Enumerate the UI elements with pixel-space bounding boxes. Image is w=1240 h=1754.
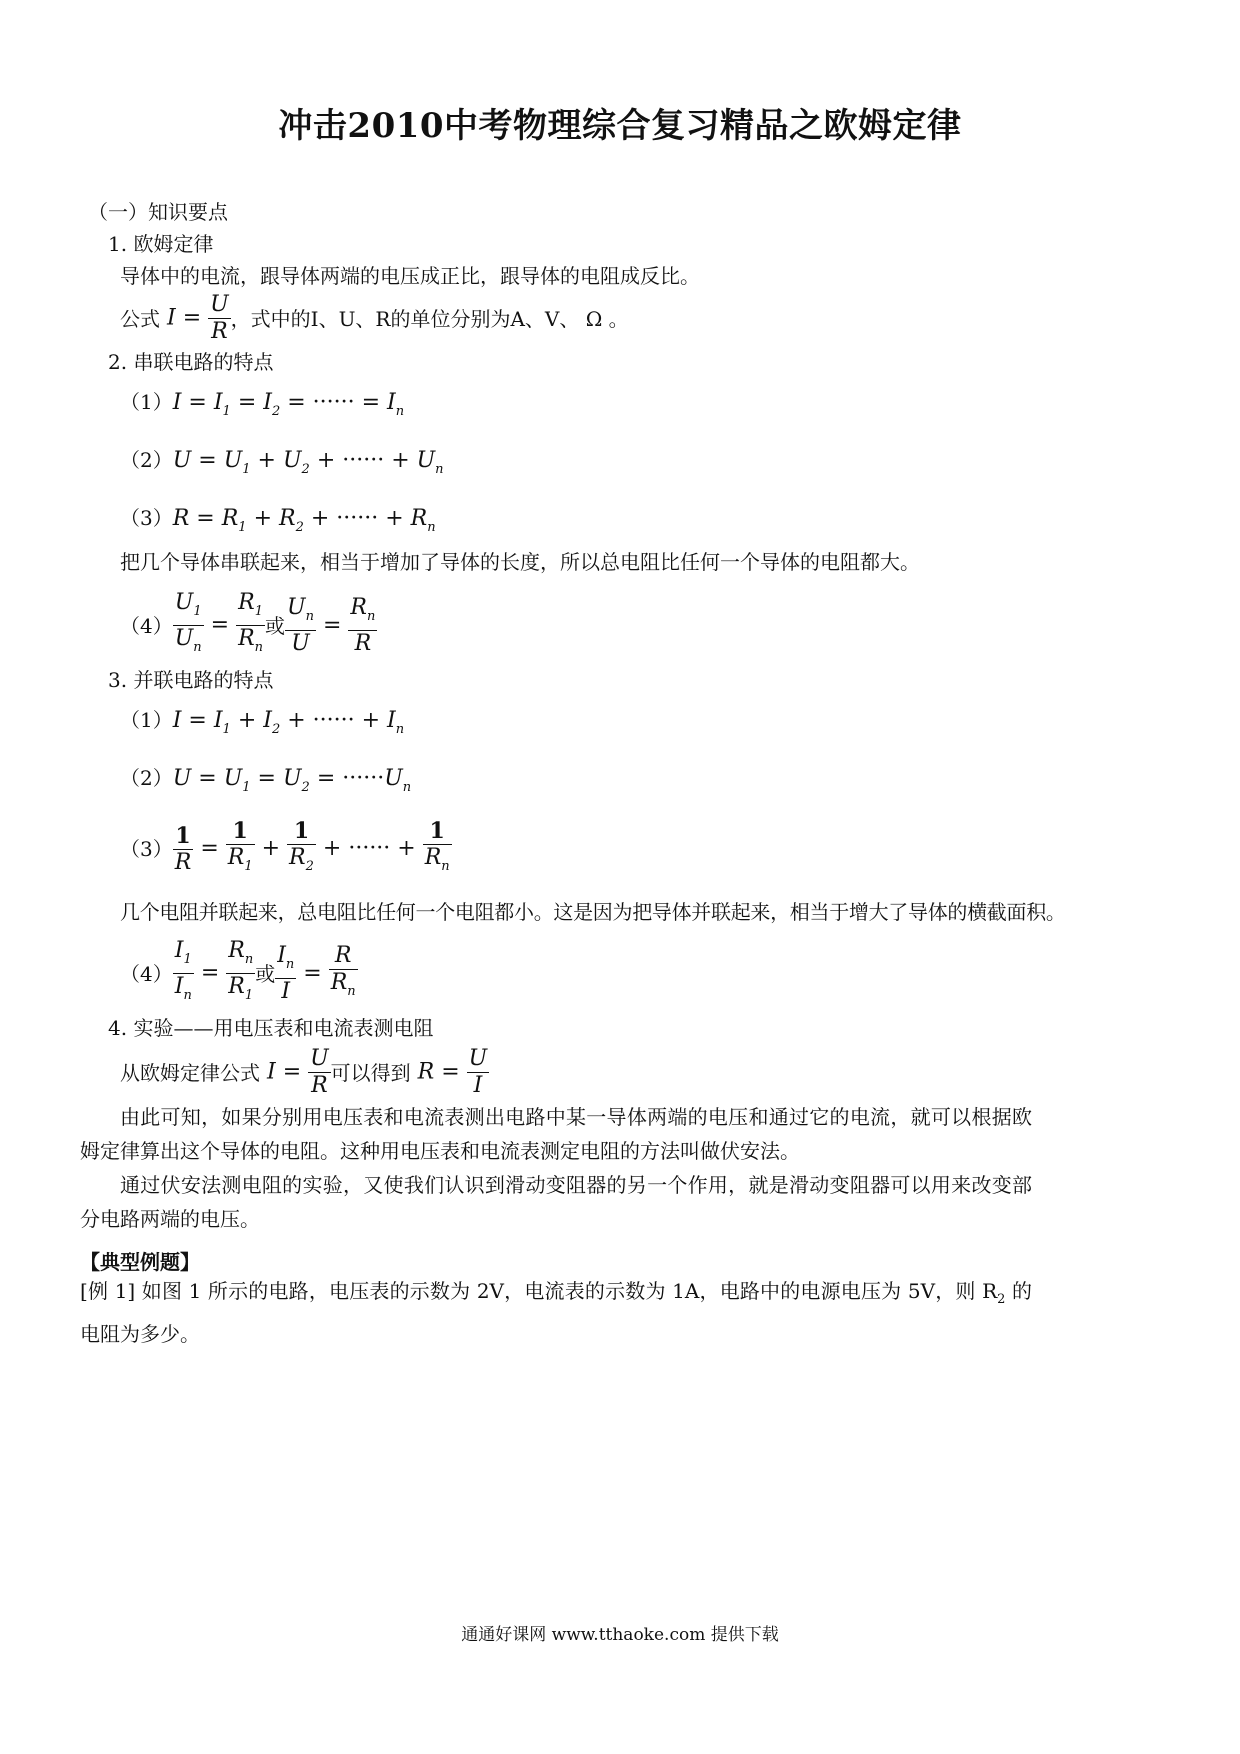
item1-formula-line — [120, 292, 629, 345]
formula-label: （3） — [120, 837, 173, 861]
formula-label: （1） — [120, 708, 173, 732]
parallel-formula-1: $(1)I = I_1 + I_2$ + ······ + $I_n$ — [120, 708, 405, 737]
item1-formula-suffix: ，式中的I、U、R的单位分别为A、V、 Ω 。 — [230, 306, 629, 331]
formula-label: （2） — [120, 766, 173, 790]
example-1 — [80, 1274, 1032, 1351]
parallel-formula-2: $(2)U = U_1 = U_2 = \cdot\cdot\cdot\cdot\cdot\cdot U_n$ — [120, 766, 412, 795]
formula-ohm-law: I = $\frac{U}{R}$ — [160, 292, 229, 344]
item1-formula-prefix: 公式 — [120, 306, 160, 331]
page-title: 冲击2010中考物理综合复习精品之欧姆定律 — [278, 106, 962, 146]
formula-label: （2） — [120, 448, 173, 472]
examples-heading: 【典型例题】 — [80, 1250, 200, 1274]
item1-text: 导体中的电流，跟导体两端的电压成正比，跟导体的电阻成反比。 — [120, 264, 700, 288]
formula-label: （1） — [120, 390, 173, 414]
formula-or: 或 — [265, 613, 286, 638]
item4-paragraph-1: 由此可知，如果分别用电压表和电流表测出电路中某一导体两端的电压和通过它的电流，就可以根据欧姆定律算出这个导体的电阻。这种用电压表和电流表测定电阻的方法叫做伏安法。 — [80, 1105, 1032, 1163]
item3-heading: 3. 并联电路的特点 — [108, 668, 274, 692]
item4-line-prefix: 从欧姆定律公式 — [120, 1060, 260, 1085]
item1-heading: 1. 欧姆定律 — [108, 232, 214, 256]
formula-label: （3） — [120, 506, 173, 530]
example-1-suffix: 的电阻为多少。 — [80, 1279, 1032, 1346]
formula-or: 或 — [255, 961, 276, 986]
series-formula-3: $(3)R = R_1 + R_2$ + ······ + $R_n$ — [120, 506, 436, 535]
item4-line-mid: 可以得到 — [330, 1060, 411, 1085]
series-formula-4: （4） $\frac{U_1}{U_n}$ = $\frac{R_1}{R_n}$ 或 $\frac{U_n}{U}$ = $\frac{R_n}{R}$ — [120, 590, 376, 656]
series-formula-2: $(2)U = U_1 + U_2$ + ······ + $U_n$ — [120, 448, 444, 477]
parallel-note: 几个电阻并联起来，总电阻比任何一个电阻都小。这是因为把导体并联起来，相当于增大了导体的横截面积。 — [120, 900, 1066, 924]
item4-formula-line: 从欧姆定律公式 I = $\frac{U}{R}$ 可以得到 R = $\frac{U}{I}$ — [120, 1046, 488, 1098]
item4-heading: 4. 实验——用电压表和电流表测电阻 — [108, 1016, 434, 1040]
formula-label: （4） — [120, 961, 173, 986]
item4-paragraph-2: 通过伏安法测电阻的实验，又使我们认识到滑动变阻器的另一个作用，就是滑动变阻器可以用来改变部分电路两端的电压。 — [80, 1173, 1032, 1231]
footer-credit: 通通好课网 www.tthaoke.com 提供下载 — [461, 1625, 779, 1645]
series-formula-1: $(1)I = I_1 = I_2$ = ······ = $I_n$ — [120, 390, 405, 419]
section-heading-knowledge: （一）知识要点 — [88, 200, 228, 224]
item2-heading: 2. 串联电路的特点 — [108, 350, 274, 374]
series-note: 把几个导体串联起来，相当于增加了导体的长度，所以总电阻比任何一个导体的电阻都大。 — [120, 550, 920, 574]
parallel-formula-3: （3） $\frac{1}{R}$ = $\frac{1}{R_1}$ + $\frac{1}{R_2}$ + ······ + $\frac{1}{R_n}$ — [120, 818, 450, 875]
example-1-prefix: [例 1] 如图 1 所示的电路，电压表的示数为 2V，电流表的示数为 1A，电路中的电源电压为 5V，则 R — [80, 1279, 998, 1303]
parallel-formula-4: （4） $\frac{I_1}{I_n}$ = $\frac{R_n}{R_1}$ 或 $\frac{I_n}{I}$ = $\frac{R}{R_n}$ — [120, 938, 356, 1004]
example-1-subscript: 2 — [997, 1292, 1006, 1307]
formula-label: （4） — [120, 613, 173, 638]
